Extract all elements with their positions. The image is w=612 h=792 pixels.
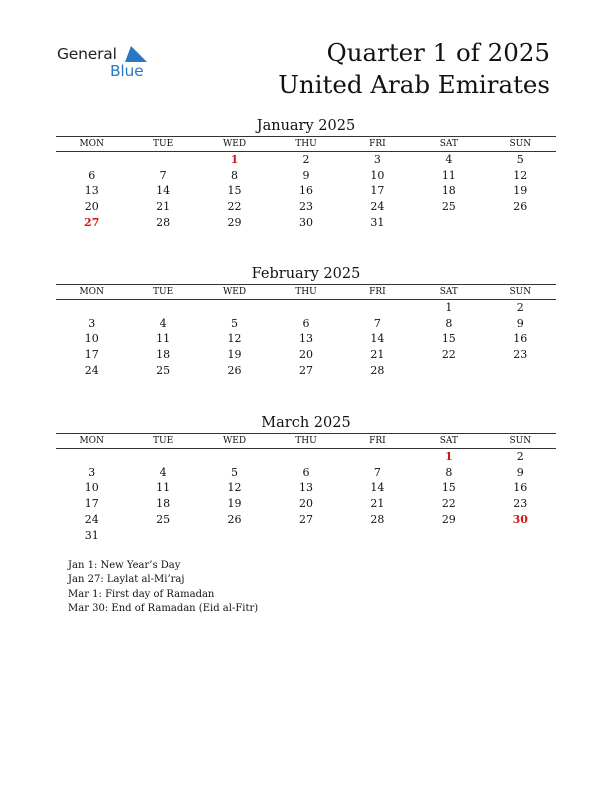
day-cell: 31	[84, 528, 99, 542]
generalblue-logo	[57, 43, 157, 83]
empty-day-cell	[199, 527, 270, 543]
month-title: January 2025	[256, 118, 356, 134]
day-cell: 16	[513, 332, 528, 346]
day-cell: 29	[441, 513, 456, 527]
day-cell: 28	[156, 216, 171, 230]
day-cell: 16	[513, 481, 528, 495]
calendar-grid	[56, 284, 556, 378]
day-cell: 12	[227, 332, 242, 346]
day-cell: 26	[513, 200, 528, 214]
day-cell: 28	[370, 513, 385, 527]
empty-day-cell	[270, 449, 341, 465]
weekday-header: SUN	[485, 137, 556, 152]
empty-day-cell	[413, 363, 484, 379]
day-cell: 8	[231, 168, 239, 182]
day-cell: 8	[445, 465, 453, 479]
week-row	[56, 167, 556, 183]
holiday-notes	[68, 559, 258, 616]
week-row	[56, 300, 556, 316]
day-cell: 9	[516, 316, 524, 330]
day-cell: 18	[441, 184, 456, 198]
day-cell: 6	[88, 168, 96, 182]
logo-word-blue: Blue	[110, 62, 144, 80]
day-cell: 16	[298, 184, 313, 198]
day-cell: 23	[513, 348, 528, 362]
weekday-header: THU	[270, 137, 341, 152]
day-cell: 5	[231, 316, 239, 330]
day-cell: 13	[84, 184, 99, 198]
day-cell: 2	[516, 450, 524, 464]
empty-day-cell	[342, 527, 413, 543]
empty-day-cell	[56, 300, 127, 316]
day-cell: 24	[370, 200, 385, 214]
empty-day-cell	[413, 527, 484, 543]
day-cell: 24	[84, 364, 99, 378]
weekday-header: SAT	[413, 137, 484, 152]
weekday-header: WED	[199, 137, 270, 152]
day-cell: 6	[302, 465, 310, 479]
day-cell: 2	[302, 153, 310, 167]
weekday-header: TUE	[127, 137, 198, 152]
logo-triangle-icon	[125, 46, 147, 62]
calendar-grid	[56, 136, 556, 230]
day-cell: 24	[84, 513, 99, 527]
day-cell: 11	[441, 168, 456, 182]
empty-day-cell	[413, 215, 484, 231]
day-cell: 23	[298, 200, 313, 214]
weekday-header: WED	[199, 285, 270, 300]
week-row	[56, 496, 556, 512]
holiday-day-cell: 30	[512, 513, 528, 527]
calendar-grid	[56, 433, 556, 543]
weekday-header: WED	[199, 434, 270, 449]
week-row	[56, 464, 556, 480]
month-block-february	[56, 264, 556, 378]
empty-day-cell	[199, 449, 270, 465]
month-title: March 2025	[261, 415, 351, 431]
day-cell: 10	[84, 481, 99, 495]
empty-day-cell	[127, 300, 198, 316]
day-cell: 3	[88, 316, 96, 330]
day-cell: 28	[370, 364, 385, 378]
weekday-header: MON	[56, 137, 127, 152]
week-row	[56, 183, 556, 199]
weekday-header: FRI	[342, 285, 413, 300]
day-cell: 25	[156, 364, 171, 378]
empty-day-cell	[127, 152, 198, 168]
day-cell: 15	[441, 332, 456, 346]
day-cell: 12	[227, 481, 242, 495]
day-cell: 15	[227, 184, 242, 198]
week-row	[56, 512, 556, 528]
day-cell: 13	[298, 481, 313, 495]
week-row	[56, 363, 556, 379]
logo-word-general: General	[57, 45, 117, 63]
week-row	[56, 449, 556, 465]
empty-day-cell	[270, 527, 341, 543]
week-row	[56, 315, 556, 331]
day-cell: 4	[159, 465, 167, 479]
week-row	[56, 331, 556, 347]
day-cell: 5	[516, 153, 524, 167]
weekday-header: MON	[56, 434, 127, 449]
weekday-header: SUN	[485, 434, 556, 449]
weekday-header: TUE	[127, 285, 198, 300]
holiday-note: Mar 30: End of Ramadan (Eid al-Fitr)	[68, 602, 259, 614]
day-cell: 11	[156, 332, 171, 346]
day-cell: 21	[156, 200, 171, 214]
day-cell: 3	[373, 153, 381, 167]
day-cell: 14	[156, 184, 171, 198]
day-cell: 7	[159, 168, 167, 182]
day-cell: 13	[298, 332, 313, 346]
empty-day-cell	[56, 152, 127, 168]
weekday-header: SAT	[413, 285, 484, 300]
weekday-header: SAT	[413, 434, 484, 449]
day-cell: 18	[156, 497, 171, 511]
holiday-day-cell: 27	[84, 216, 100, 230]
day-cell: 26	[227, 364, 242, 378]
week-row	[56, 199, 556, 215]
holiday-day-cell: 1	[230, 153, 239, 167]
week-row	[56, 152, 556, 168]
empty-day-cell	[485, 527, 556, 543]
weekday-header: THU	[270, 434, 341, 449]
day-cell: 20	[298, 348, 313, 362]
day-cell: 17	[370, 184, 385, 198]
day-cell: 27	[298, 513, 313, 527]
holiday-day-cell: 1	[444, 450, 453, 464]
day-cell: 2	[516, 301, 524, 315]
day-cell: 11	[156, 481, 171, 495]
week-row	[56, 215, 556, 231]
day-cell: 20	[84, 200, 99, 214]
day-cell: 17	[84, 497, 99, 511]
day-cell: 21	[370, 497, 385, 511]
day-cell: 3	[88, 465, 96, 479]
weekday-header: SUN	[485, 285, 556, 300]
day-cell: 17	[84, 348, 99, 362]
day-cell: 15	[441, 481, 456, 495]
empty-day-cell	[485, 215, 556, 231]
empty-day-cell	[270, 300, 341, 316]
day-cell: 14	[370, 332, 385, 346]
day-cell: 10	[84, 332, 99, 346]
day-cell: 4	[445, 153, 453, 167]
day-cell: 7	[373, 316, 381, 330]
empty-day-cell	[56, 449, 127, 465]
week-row	[56, 527, 556, 543]
day-cell: 27	[298, 364, 313, 378]
day-cell: 1	[445, 301, 453, 315]
day-cell: 8	[445, 316, 453, 330]
weekday-header: FRI	[342, 137, 413, 152]
weekday-header: TUE	[127, 434, 198, 449]
day-cell: 6	[302, 316, 310, 330]
day-cell: 25	[441, 200, 456, 214]
week-row	[56, 347, 556, 363]
day-cell: 30	[298, 216, 313, 230]
day-cell: 9	[302, 168, 310, 182]
day-cell: 18	[156, 348, 171, 362]
day-cell: 5	[231, 465, 239, 479]
day-cell: 7	[373, 465, 381, 479]
empty-day-cell	[127, 527, 198, 543]
holiday-note: Jan 27: Laylat al-Mi’raj	[68, 574, 185, 586]
day-cell: 21	[370, 348, 385, 362]
month-title: February 2025	[251, 266, 361, 282]
day-cell: 22	[441, 348, 456, 362]
weekday-header: THU	[270, 285, 341, 300]
weekday-header: MON	[56, 285, 127, 300]
day-cell: 20	[298, 497, 313, 511]
day-cell: 26	[227, 513, 242, 527]
day-cell: 10	[370, 168, 385, 182]
day-cell: 29	[227, 216, 242, 230]
day-cell: 14	[370, 481, 385, 495]
week-row	[56, 480, 556, 496]
weekday-header: FRI	[342, 434, 413, 449]
title-quarter: Quarter 1 of 2025	[326, 38, 550, 67]
holiday-note: Jan 1: New Year’s Day	[68, 560, 181, 571]
empty-day-cell	[127, 449, 198, 465]
day-cell: 19	[513, 184, 528, 198]
month-block-january	[56, 116, 556, 230]
day-cell: 12	[513, 168, 528, 182]
day-cell: 22	[227, 200, 242, 214]
page-title	[278, 37, 550, 101]
day-cell: 9	[516, 465, 524, 479]
day-cell: 23	[513, 497, 528, 511]
day-cell: 4	[159, 316, 167, 330]
empty-day-cell	[342, 449, 413, 465]
day-cell: 22	[441, 497, 456, 511]
day-cell: 31	[370, 216, 385, 230]
holiday-note: Mar 1: First day of Ramadan	[68, 588, 215, 600]
day-cell: 19	[227, 497, 242, 511]
day-cell: 19	[227, 348, 242, 362]
empty-day-cell	[199, 300, 270, 316]
day-cell: 25	[156, 513, 171, 527]
title-country: United Arab Emirates	[278, 70, 550, 99]
month-block-march	[56, 413, 556, 543]
empty-day-cell	[485, 363, 556, 379]
empty-day-cell	[342, 300, 413, 316]
